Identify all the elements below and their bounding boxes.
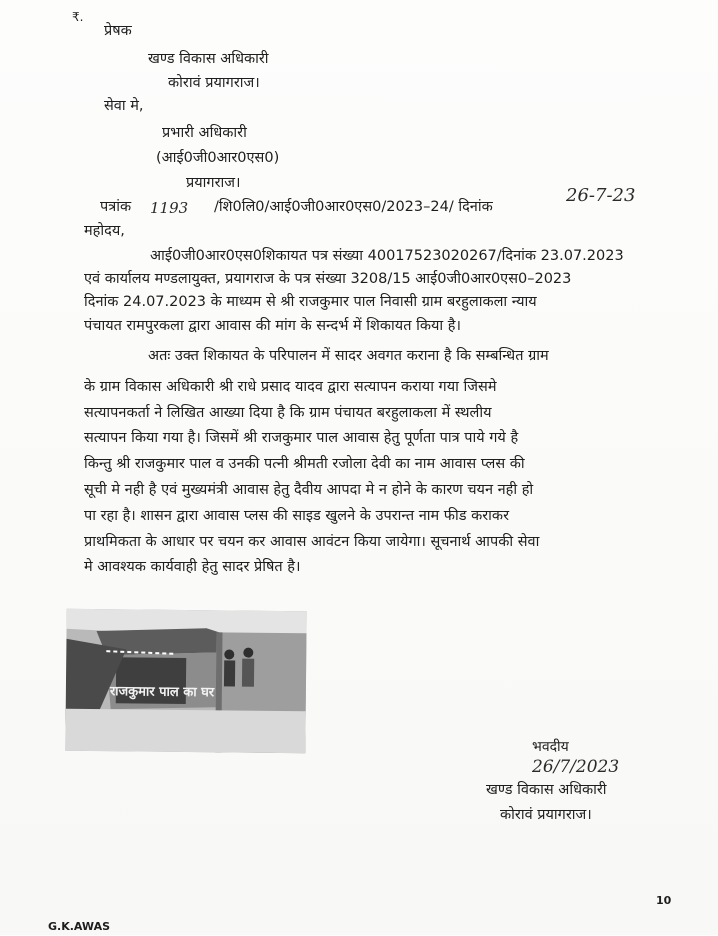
footer-watermark: G.K.AWAS (48, 920, 111, 933)
reference-code: /शि0लि0/आई0जी0आर0एस0/2023–24/ दिनांक (214, 199, 493, 215)
to-label: सेवा मे, (104, 98, 144, 114)
sender-office: कोरावं प्रयागराज। (168, 75, 260, 91)
recipient-title: प्रभारी अधिकारी (162, 125, 247, 141)
signature-office: कोरावं प्रयागराज। (500, 807, 592, 823)
page-number: 10 (656, 894, 672, 907)
body-line: सत्यापनकर्ता ने लिखित आख्या दिया है कि ग्राम पंचायत बरहुलाकला में स्थलीय (84, 405, 492, 421)
salutation: महोदय, (84, 223, 125, 239)
body-line: दिनांक 24.07.2023 के माध्यम से श्री राजकुमार पाल निवासी ग्राम बरहुलाकला न्याय (84, 294, 537, 310)
body-line: प्राथमिकता के आधार पर चयन कर आवास आवंटन किया जायेगा। सूचनार्थ आपकी सेवा (84, 534, 540, 550)
sender-label: प्रेषक (104, 23, 132, 39)
body-line: पंचायत रामपुरकला द्वारा आवास की मांग के सन्दर्भ में शिकायत किया है। (84, 318, 461, 334)
body-line: आई0जी0आर0एस0शिकायत पत्र संख्या 40017523020267/दिनांक 23.07.2023 (150, 248, 624, 264)
body-line: पा रहा है। शासन द्वारा आवास प्लस की साइड खुलने के उपरान्त नाम फीड कराकर (84, 508, 509, 524)
patrank-label: पत्रांक (100, 199, 132, 215)
corner-mark: ₹. (72, 10, 84, 24)
house-photo (65, 609, 306, 754)
recipient-office: (आई0जी0आर0एस0) (156, 150, 280, 166)
body-line: एवं कार्यालय मण्डलायुक्त, प्रयागराज के पत्र संख्या 3208/15 आई0जी0आर0एस0–2023 (84, 271, 572, 287)
photo-caption: राजकुमार पाल का घर (109, 684, 215, 701)
reference-number-handwritten: 1193 (150, 199, 189, 217)
body-line: मे आवश्यक कार्यवाही हेतु सादर प्रेषित है। (84, 559, 301, 575)
body-line: सत्यापन किया गया है। जिसमें श्री राजकुमार पाल आवास हेतु पूर्णता पात्र पाये गये है (84, 430, 519, 446)
body-line: किन्तु श्री राजकुमार पाल व उनकी पत्नी श्रीमती रजोला देवी का नाम आवास प्लस की (84, 456, 525, 472)
body-line: के ग्राम विकास अधिकारी श्री राधे प्रसाद यादव द्वारा सत्यापन कराया गया जिसमे (84, 379, 497, 395)
signature-handwritten-date: 26/7/2023 (532, 757, 620, 777)
house-photo-image (65, 609, 306, 754)
closing-text: भवदीय (532, 739, 569, 755)
reference-date-handwritten: 26-7-23 (566, 185, 636, 206)
recipient-city: प्रयागराज। (186, 175, 241, 191)
sender-title: खण्ड विकास अधिकारी (148, 51, 269, 67)
signature-title: खण्ड विकास अधिकारी (486, 782, 607, 798)
body-line: अतः उक्त शिकायत के परिपालन में सादर अवगत कराना है कि सम्बन्धित ग्राम (148, 348, 549, 364)
body-line: सूची मे नही है एवं मुख्यमंत्री आवास हेतु दैवीय आपदा मे न होने के कारण चयन नही हो (84, 482, 534, 498)
